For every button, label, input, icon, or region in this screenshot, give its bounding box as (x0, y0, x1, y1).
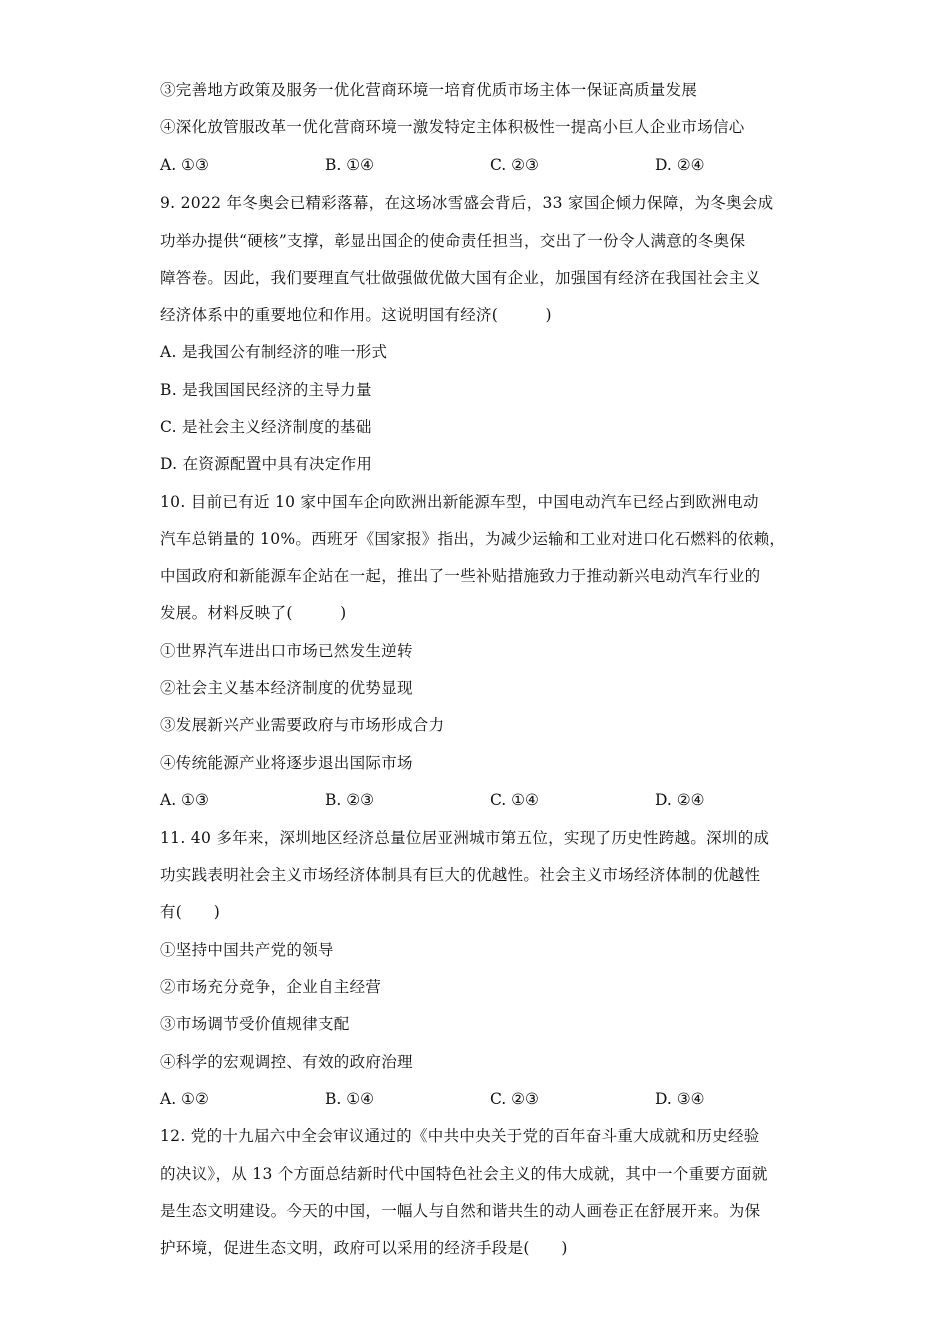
q10-options (160, 790, 820, 810)
q11-option-a[interactable]: A. ①② (160, 1090, 209, 1108)
q11-item-3: ③市场调节受价值规律支配 (160, 1015, 350, 1033)
q9-option-a[interactable]: A. 是我国公有制经济的唯一形式 (160, 343, 388, 361)
q8-option-d[interactable]: D. ②④ (655, 156, 705, 174)
q10-item-4: ④传统能源产业将逐步退出国际市场 (160, 754, 413, 772)
q10-stem-line-3: 中国政府和新能源车企站在一起，推出了一些补贴措施致力于推动新兴电动汽车行业的 (160, 567, 761, 585)
q10-item-1: ①世界汽车进出口市场已然发生逆转 (160, 642, 413, 660)
q10-item-3: ③发展新兴产业需要政府与市场形成合力 (160, 716, 445, 734)
q11-item-2: ②市场充分竞争，企业自主经营 (160, 978, 382, 996)
q11-option-b[interactable]: B. ①④ (325, 1090, 375, 1108)
q11-options (160, 1089, 820, 1109)
q11-item-4: ④科学的宏观调控、有效的政府治理 (160, 1053, 413, 1071)
q9-option-d[interactable]: D. 在资源配置中具有决定作用 (160, 455, 373, 473)
q8-option-c[interactable]: C. ②③ (490, 156, 539, 174)
q9-option-b[interactable]: B. 是我国国民经济的主导力量 (160, 381, 372, 399)
q10-option-c[interactable]: C. ①④ (490, 791, 539, 809)
q12-stem-line-2: 的决议》，从 13 个方面总结新时代中国特色社会主义的伟大成就，其中一个重要方面就 (160, 1165, 768, 1183)
q10-option-d[interactable]: D. ②④ (655, 791, 705, 809)
q11-item-1: ①坚持中国共产党的领导 (160, 941, 334, 959)
q9-stem-line-1: 9. 2022 年冬奥会已精彩落幕，在这场冰雪盛会背后，33 家国企倾力保障，为冬奥会成 (160, 194, 774, 212)
q8-option-a[interactable]: A. ①③ (160, 156, 209, 174)
q12-stem-line-3: 是生态文明建设。今天的中国，一幅人与自然和谐共生的动人画卷正在舒展开来。为保 (160, 1202, 761, 1220)
q9-stem-line-4: 经济体系中的重要地位和作用。这说明国有经济( ) (160, 306, 552, 324)
q11-stem-line-3: 有( ) (160, 903, 221, 921)
q12-stem-line-1: 12. 党的十九届六中全会审议通过的《中共中央关于党的百年奋斗重大成就和历史经验 (160, 1127, 760, 1145)
q10-item-2: ②社会主义基本经济制度的优势显现 (160, 679, 413, 697)
q9-stem-line-3: 障答卷。因此，我们要理直气壮做强做优做大国有企业，加强国有经济在我国社会主义 (160, 269, 761, 287)
q10-stem-line-2: 汽车总销量的 10%。西班牙《国家报》指出，为减少运输和工业对进口化石燃料的依赖， (160, 530, 786, 548)
q8-item-3: ③完善地方政策及服务一优化营商环境一培育优质市场主体一保证高质量发展 (160, 81, 698, 99)
q8-options (160, 155, 820, 175)
q9-stem-line-2: 功举办提供“硬核”支撑，彰显出国企的使命责任担当，交出了一份令人满意的冬奥保 (160, 232, 746, 250)
q9-option-c[interactable]: C. 是社会主义经济制度的基础 (160, 418, 372, 436)
q11-stem-line-2: 功实践表明社会主义市场经济体制具有巨大的优越性。社会主义市场经济体制的优越性 (160, 866, 761, 884)
q8-option-b[interactable]: B. ①④ (325, 156, 375, 174)
q10-option-a[interactable]: A. ①③ (160, 791, 209, 809)
q10-stem-line-4: 发展。材料反映了( ) (160, 604, 347, 622)
q11-option-c[interactable]: C. ②③ (490, 1090, 539, 1108)
q10-stem-line-1: 10. 目前已有近 10 家中国车企向欧洲出新能源车型，中国电动汽车已经占到欧洲电动 (160, 493, 759, 511)
q11-stem-line-1: 11. 40 多年来，深圳地区经济总量位居亚洲城市第五位，实现了历史性跨越。深圳的成 (160, 829, 770, 847)
q11-option-d[interactable]: D. ③④ (655, 1090, 705, 1108)
q8-item-4: ④深化放管服改革一优化营商环境一激发特定主体积极性一提高小巨人企业市场信心 (160, 118, 745, 136)
q12-stem-line-4: 护环境，促进生态文明，政府可以采用的经济手段是( ) (160, 1239, 568, 1257)
q10-option-b[interactable]: B. ②③ (325, 791, 375, 809)
